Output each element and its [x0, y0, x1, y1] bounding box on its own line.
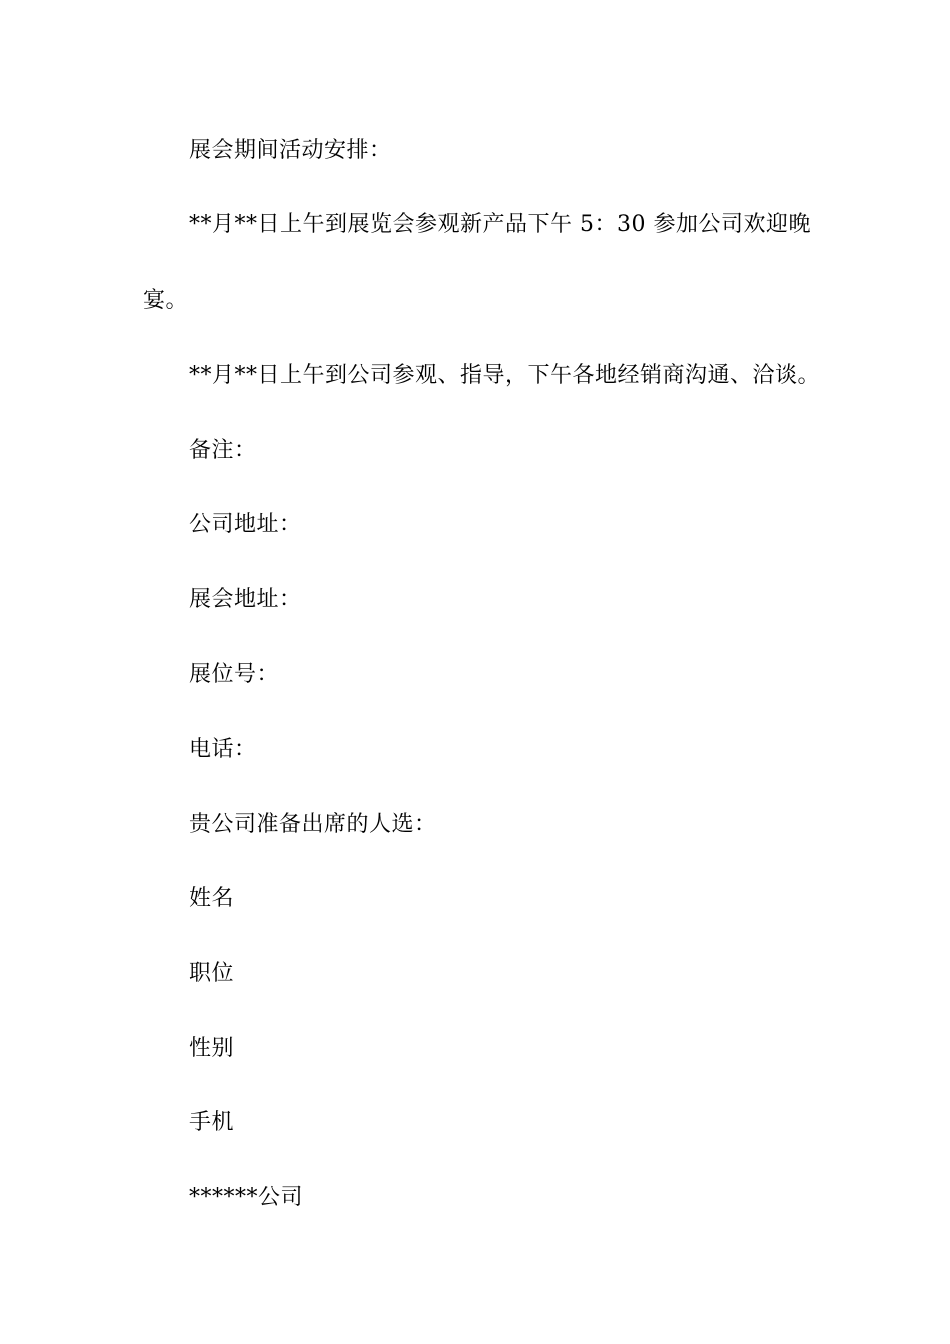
activity-schedule-heading: 展会期间活动安排：	[189, 138, 392, 163]
attendee-heading: 贵公司准备出席的人选：	[189, 812, 437, 837]
booth-number-label: 展位号：	[189, 662, 280, 687]
company-address-label: 公司地址：	[189, 512, 302, 537]
position-label: 职位	[189, 961, 235, 986]
company-signature: ******公司	[189, 1185, 304, 1210]
schedule-day-one: **月**日上午到展览会参观新产品下午 5：30 参加公司欢迎晚	[189, 212, 811, 237]
notes-heading: 备注：	[189, 438, 257, 463]
exhibition-address-label: 展会地址：	[189, 587, 302, 612]
schedule-day-two: **月**日上午到公司参观、指导，下午各地经销商沟通、洽谈。	[189, 363, 821, 388]
gender-label: 性别	[189, 1036, 235, 1061]
mobile-label: 手机	[189, 1110, 235, 1135]
name-label: 姓名	[189, 886, 235, 911]
phone-label: 电话：	[189, 737, 257, 762]
schedule-day-one-continued: 宴。	[143, 288, 189, 313]
